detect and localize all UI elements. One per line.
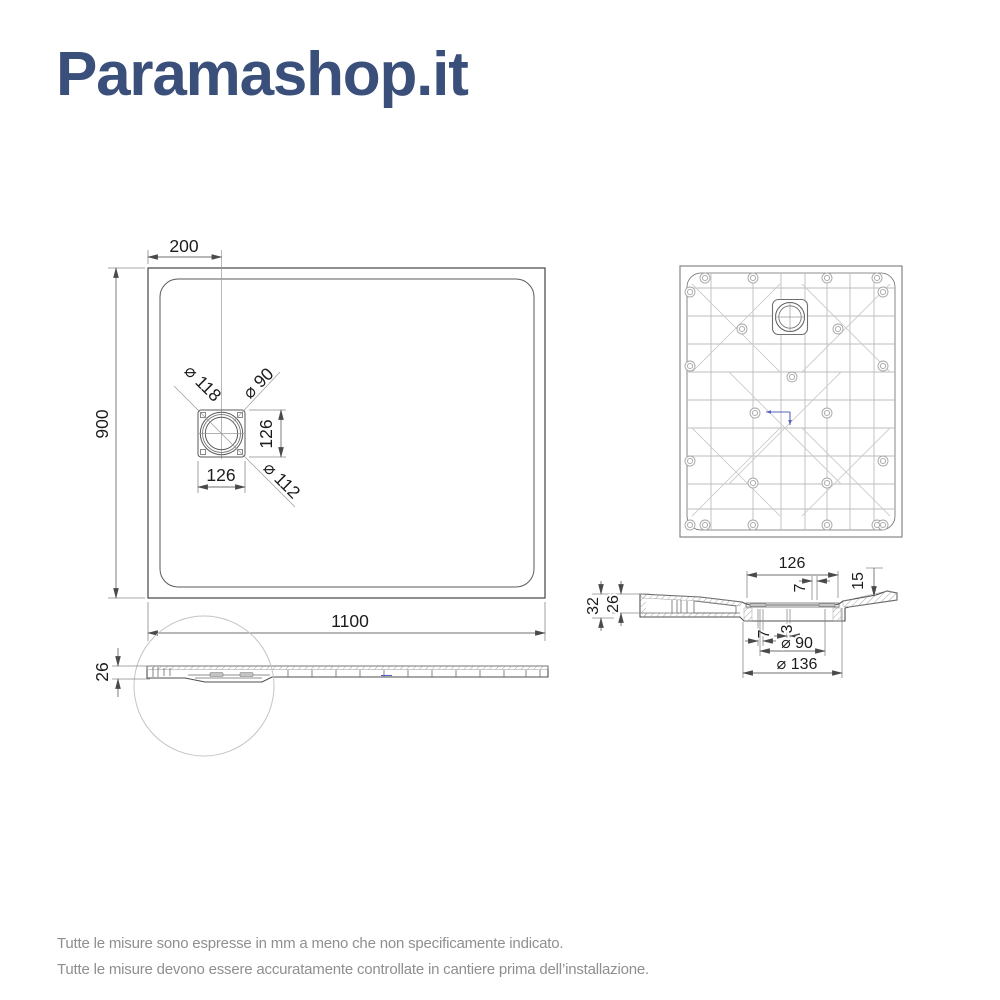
detail-circle — [134, 616, 274, 756]
dim-drain-box-width — [198, 461, 245, 493]
dim-label-26-section: 26 — [605, 595, 622, 613]
dim-drain-box-height — [249, 410, 286, 457]
plan-view — [92, 236, 545, 641]
tray-outer-edge — [148, 268, 545, 598]
dim-section-lip-top — [792, 576, 830, 600]
footer-notes — [57, 931, 649, 983]
bottom-ribbing-view — [680, 266, 902, 537]
dim-label-15: 15 — [850, 572, 867, 590]
dim-label-200: 200 — [169, 236, 199, 256]
dim-label-7-top: 7 — [792, 583, 809, 593]
dim-label-1100: 1100 — [331, 611, 369, 631]
dim-label-126-bottom: 126 — [206, 465, 236, 485]
dim-label-dia112: ⌀ 112 — [259, 457, 305, 503]
dim-label-126-section: 126 — [778, 555, 806, 572]
dim-label-26-side: 26 — [92, 662, 112, 682]
dim-label-dia118: ⌀ 118 — [180, 360, 226, 406]
dim-label-dia90-plan: ⌀ 90 — [238, 363, 278, 403]
side-view — [92, 616, 548, 756]
dim-label-126-right: 126 — [256, 419, 276, 449]
section-detail-view — [585, 555, 897, 678]
tray-inner-edge — [160, 279, 534, 587]
brand-logo: Paramashop.it — [56, 40, 468, 109]
dim-tray-height — [92, 268, 145, 598]
dim-tray-width — [148, 602, 545, 641]
dim-section-rim — [850, 568, 883, 596]
note-line-1: Tutte le misure sono espresse in mm a meno che non specificamente indicato. — [57, 935, 564, 952]
drain-bottom-view — [773, 300, 808, 335]
dim-label-32: 32 — [585, 597, 602, 615]
dim-label-dia136: ⌀ 136 — [776, 656, 818, 673]
dim-drain-offset — [148, 236, 222, 264]
dim-label-dia90-section: ⌀ 90 — [781, 635, 813, 652]
dim-label-3: 3 — [779, 624, 796, 634]
dim-label-900: 900 — [92, 409, 112, 439]
note-line-2: Tutte le misure devono essere accuratamente controllate in cantiere prima dell’installazione. — [57, 961, 649, 978]
dim-label-7-bottom: 7 — [756, 629, 773, 639]
